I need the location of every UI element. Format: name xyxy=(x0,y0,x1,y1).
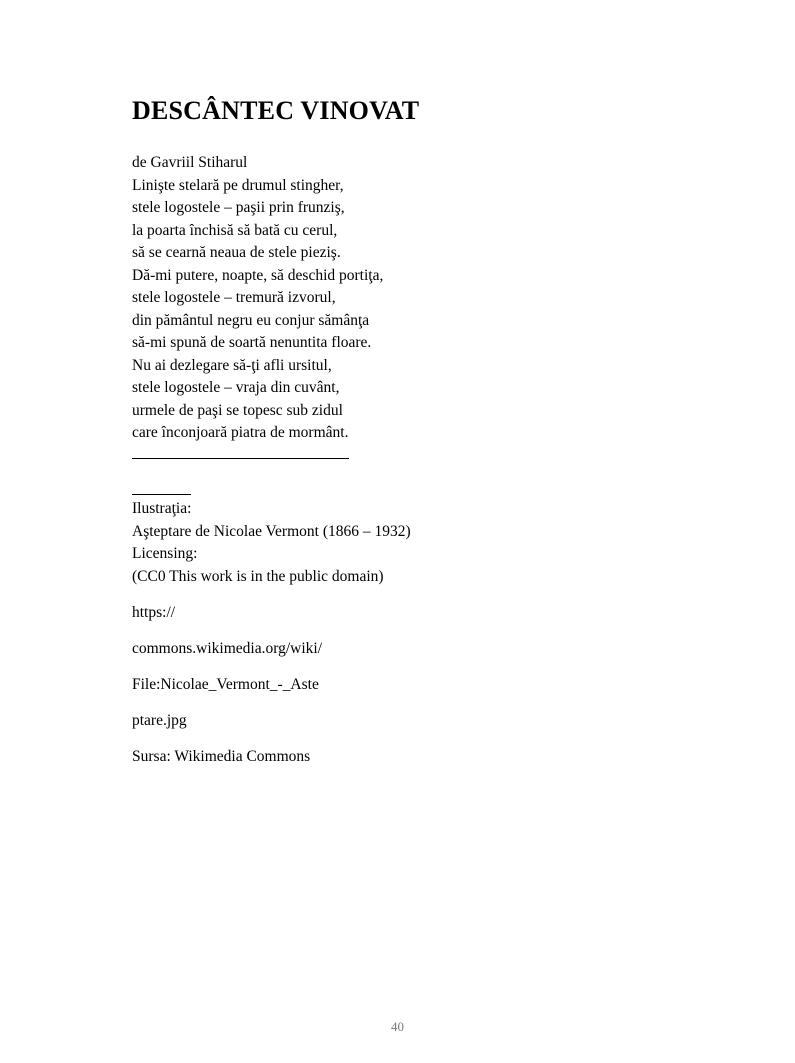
page-number: 40 xyxy=(391,1019,404,1034)
author-line: de Gavriil Stiharul xyxy=(132,154,248,171)
illustration-label: Ilustraţia: xyxy=(132,500,192,517)
illustration-credit: Aşteptare de Nicolae Vermont (1866 – 1932) xyxy=(132,522,411,540)
section-divider xyxy=(132,458,349,459)
poem-line: stele logostele – tremură izvorul, xyxy=(132,289,336,306)
poem-line: din pământul negru eu conjur sămânţa xyxy=(132,311,370,329)
poem-line: să-mi spună de soartă nenuntita floare. xyxy=(132,334,372,351)
poem-title: DESCÂNTEC VINOVAT xyxy=(132,96,420,125)
poem-body xyxy=(132,152,383,445)
source-note: Sursa: Wikimedia Commons xyxy=(132,748,311,765)
poem-line: stele logostele – vraja din cuvânt, xyxy=(132,379,340,396)
poem-line: Nu ai dezlegare să-ţi afli ursitul, xyxy=(132,356,332,374)
source-link-part[interactable]: https:// xyxy=(132,604,176,621)
poem-line: Dă-mi putere, noapte, să deschid portiţa, xyxy=(132,266,384,284)
illustration-notes xyxy=(132,498,411,588)
poem-line: la poarta închisă să bată cu cerul, xyxy=(132,221,338,239)
source-link-part[interactable]: ptare.jpg xyxy=(132,712,187,729)
footnote-divider xyxy=(132,494,191,495)
source-link-part[interactable]: commons.wikimedia.org/wiki/ xyxy=(132,640,323,657)
poem-line: urmele de paşi se topesc sub zidul xyxy=(132,401,343,419)
poem-line: Linişte stelară pe drumul stingher, xyxy=(132,176,344,194)
poem-line: să se cearnă neaua de stele pieziş. xyxy=(132,244,341,261)
licensing-value: (CC0 This work is in the public domain) xyxy=(132,567,384,585)
source-link-part[interactable]: File:Nicolae_Vermont_-_Aste xyxy=(132,676,319,693)
poem-line: care înconjoară piatra de mormânt. xyxy=(132,424,349,441)
licensing-label: Licensing: xyxy=(132,545,198,562)
poem-line: stele logostele – paşii prin frunziş, xyxy=(132,199,345,216)
